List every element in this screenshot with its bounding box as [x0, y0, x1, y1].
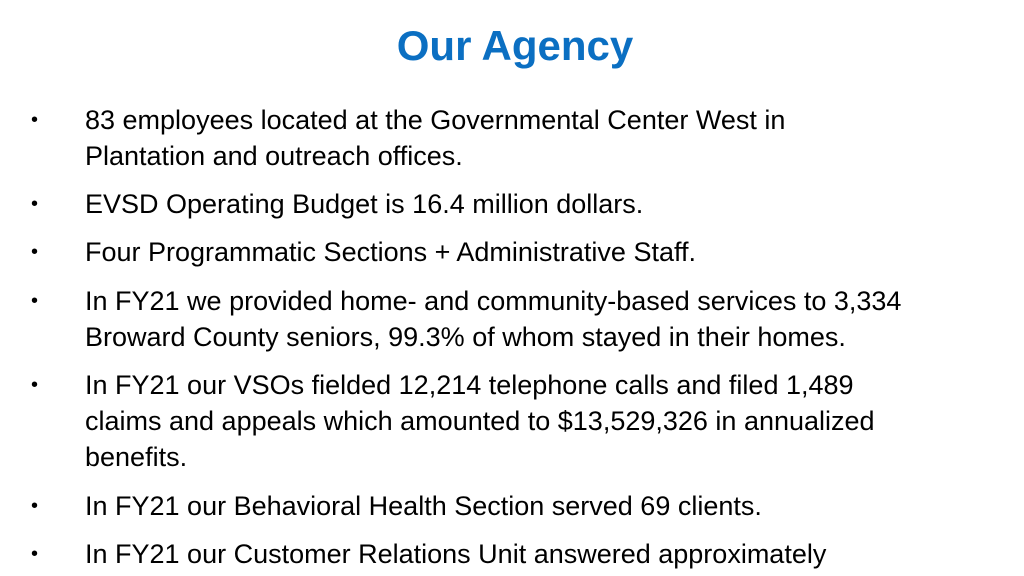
- bullet-text: [85, 234, 1000, 270]
- bullet-icon: •: [31, 241, 39, 263]
- bullet-text: [85, 488, 1000, 524]
- bullet-text: [85, 367, 1000, 475]
- slide-title: Our Agency: [396, 22, 634, 69]
- bullet-line: benefits.: [85, 442, 188, 472]
- bullet-line: Broward County seniors, 99.3% of whom stayed in their homes.: [85, 322, 846, 352]
- bullet-line: Plantation and outreach offices.: [85, 141, 463, 171]
- bullet-line: EVSD Operating Budget is 16.4 million dollars.: [85, 189, 644, 219]
- bullet-icon: •: [31, 290, 39, 312]
- bullet-text: [85, 102, 1000, 174]
- bullet-line: In FY21 our VSOs fielded 12,214 telephone calls and filed 1,489: [85, 370, 854, 400]
- bullet-text: [85, 283, 1000, 355]
- bullet-line: In FY21 our Behavioral Health Section served 69 clients.: [85, 491, 762, 521]
- bullet-line: Four Programmatic Sections + Administrative Staff.: [85, 237, 696, 267]
- bullet-icon: •: [31, 374, 39, 396]
- bullet-text: [85, 536, 1000, 572]
- bullet-icon: •: [31, 495, 39, 517]
- bullet-icon: •: [31, 109, 39, 131]
- bullet-line: 83 employees located at the Governmental Center West in: [85, 105, 786, 135]
- bullet-line: In FY21 our Customer Relations Unit answered approximately: [85, 539, 827, 569]
- bullet-line: In FY21 we provided home- and community-based services to 3,334: [85, 286, 902, 316]
- bullet-line: claims and appeals which amounted to $13,529,326 in annualized: [85, 406, 875, 436]
- bullet-text: [85, 186, 1000, 222]
- bullet-icon: •: [31, 543, 39, 565]
- bullet-icon: •: [31, 193, 39, 215]
